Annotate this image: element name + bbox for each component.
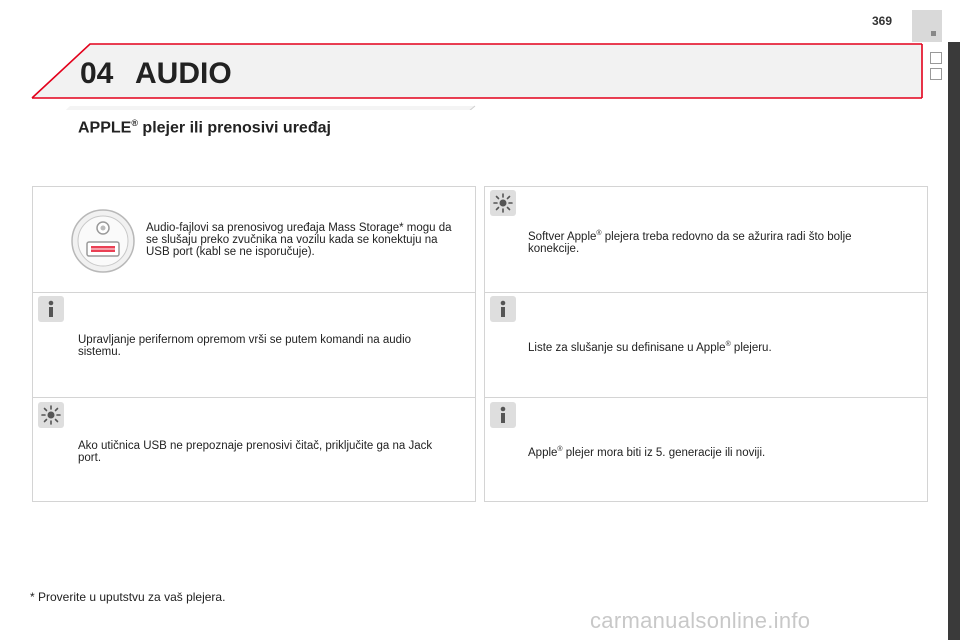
chapter-number: 04 (80, 57, 114, 90)
registered-mark: ® (596, 230, 602, 237)
section-title-rest: plejer ili prenosivi uređaj (137, 119, 331, 137)
text-part: Liste za slušanje su definisane u Apple (528, 341, 726, 354)
generation-text (528, 444, 898, 459)
footnote: * Proverite u uputstvu za vaš plejera. (30, 590, 226, 604)
usb-description-text: Audio-fajlovi sa prenosivog uređaja Mass Storage* mogu da se slušaju preko zvučnika na vozilu kada se konektuju na USB port (kabl se ne isporučuje). (146, 222, 452, 258)
cell-divider (32, 397, 476, 398)
info-text: Upravljanje perifernom opremom vrši se putem komandi na audio sistemu. (78, 334, 412, 358)
registered-mark: ® (557, 446, 563, 453)
page-number: 369 (872, 14, 893, 28)
text-part: plejeru. (730, 341, 772, 354)
tip-icon (490, 190, 516, 216)
software-update-text (528, 228, 898, 255)
usb-port-icon (70, 208, 136, 274)
chapter-title: AUDIO (135, 57, 232, 90)
playlist-text (528, 339, 898, 354)
info-icon (38, 296, 64, 322)
section-title (78, 118, 331, 137)
text-part: plejera treba redovno da se ažurira radi što bolje konekcije. (528, 230, 852, 255)
page-corner-tab (912, 10, 942, 42)
info-icon (490, 296, 516, 322)
cell-divider (484, 397, 928, 398)
thumb-index-box (930, 52, 942, 64)
tip-text: Ako utičnica USB ne prepoznaje prenosivi čitač, priključite ga na Jack port. (78, 440, 433, 464)
text-part: Softver Apple (528, 230, 597, 243)
thumb-index-box (930, 68, 942, 80)
info-icon (490, 402, 516, 428)
text-part: plejer mora biti iz 5. generacije ili noviji. (562, 446, 766, 459)
registered-mark: ® (131, 118, 138, 128)
tip-icon (38, 402, 64, 428)
section-title-main: APPLE (78, 119, 132, 137)
text-part: Apple (528, 446, 558, 459)
chapter-header-band (0, 0, 950, 110)
registered-mark: ® (725, 341, 731, 348)
chapter-side-bar (948, 42, 960, 640)
cell-divider (32, 292, 476, 293)
cell-divider (484, 292, 928, 293)
watermark: carmanualsonline.info (590, 608, 811, 633)
